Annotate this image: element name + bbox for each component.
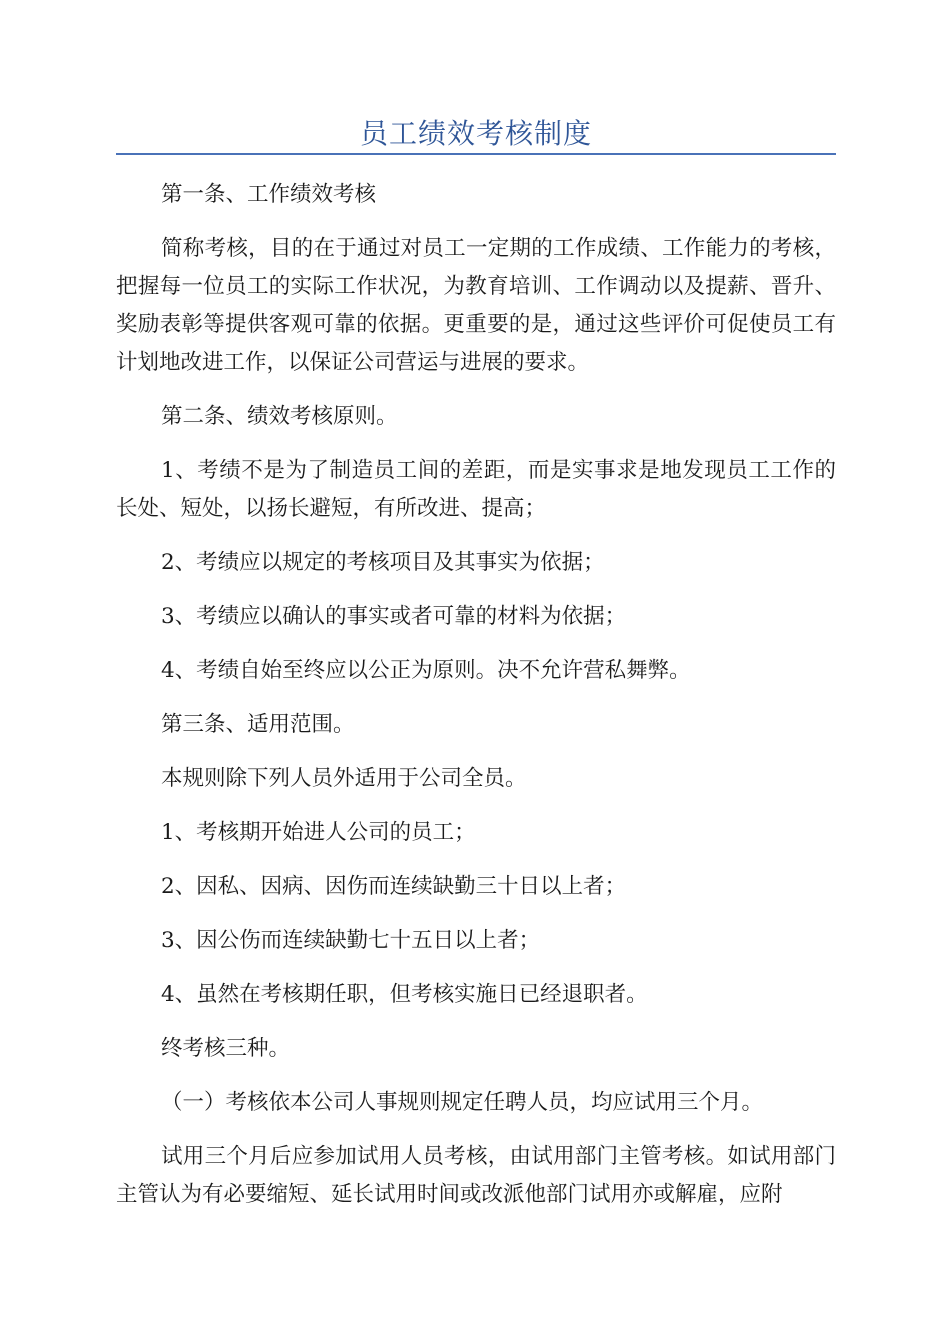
assessment-types: 终考核三种。: [161, 1036, 291, 1061]
article-1-text: 简称考核，目的在于通过对员工一定期的工作成绩、工作能力的考核，把握每一位员工的实际工作状况，为教育培训、工作调动以及提薪、晋升、奖励表彰等提供客观可靠的依据。更重要的是，通过这些评价可促使员工有计划地改进工作，以保证公司营运与进展的要求。: [116, 236, 836, 375]
document-page: [116, 0, 836, 1344]
section-1-text: 试用三个月后应参加试用人员考核，由试用部门主管考核。如试用部门主管认为有必要缩短、延长试用时间或改派他部门试用亦或解雇，应附: [116, 1144, 836, 1207]
document-title: 员工绩效考核制度: [359, 117, 592, 150]
principle-item-4: 4、考绩自始至终应以公正为原则。决不允许营私舞弊。: [161, 658, 691, 683]
principle-item-2: 2、考绩应以规定的考核项目及其事实为依据；: [161, 550, 605, 575]
article-2-heading: 第二条、绩效考核原则。: [161, 404, 398, 429]
scope-item-2: 2、因私、因病、因伤而连续缺勤三十日以上者；: [161, 874, 627, 899]
title-underline: [116, 153, 836, 155]
scope-intro: 本规则除下列人员外适用于公司全员。: [161, 766, 527, 791]
document-body: [116, 176, 836, 1230]
principle-item-1: 1、考绩不是为了制造员工间的差距，而是实事求是地发现员工工作的长处、短处，以扬长避短，有所改进、提高；: [116, 458, 836, 521]
scope-item-4: 4、虽然在考核期任职，但考核实施日已经退职者。: [161, 982, 648, 1007]
scope-item-3: 3、因公伤而连续缺勤七十五日以上者；: [161, 928, 541, 953]
section-1-heading: （一）考核依本公司人事规则规定任聘人员，均应试用三个月。: [161, 1090, 764, 1115]
article-3-heading: 第三条、适用范围。: [161, 712, 355, 737]
article-1-heading: 第一条、工作绩效考核: [161, 182, 377, 207]
principle-item-3: 3、考绩应以确认的事实或者可靠的材料为依据；: [161, 604, 627, 629]
scope-item-1: 1、考核期开始进人公司的员工；: [161, 820, 476, 845]
